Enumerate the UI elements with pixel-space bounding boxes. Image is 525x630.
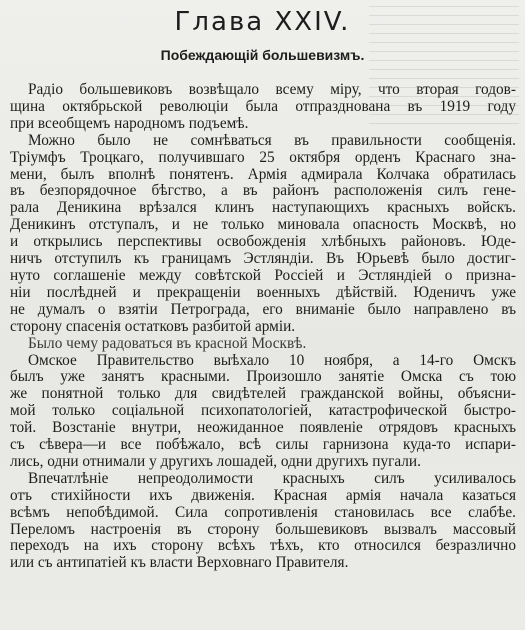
chapter-title: Глава XXIV.	[174, 7, 351, 37]
text-line: мени, былъ вполнѣ понятенъ. Армія адмирала Колчака обратилась	[10, 166, 516, 183]
text-line: рала Деникина врѣзался клинъ наступающихъ красныхъ войскъ.	[10, 200, 516, 217]
text-line: ничъ отступилъ къ границамъ Эстляндіи. Въ Юрьевѣ было достиг-	[10, 251, 516, 268]
paragraph	[10, 353, 516, 471]
text-line: Омское Правительство выѣхало 10 ноября, а 14-го Омскъ	[28, 352, 516, 369]
text-line: съ сѣвера—и все побѣжало, всѣ силы гарнизона куда-то испари-	[10, 437, 516, 454]
text-line: нуто соглашеніе между совѣтской Россіей и Эстляндіей о призна-	[10, 267, 516, 284]
text-line: Радіо большевиковъ возвѣщало всему міру, что вторая годов-	[28, 82, 516, 98]
text-line: переходъ на ихъ сторону всѣхъ тѣхъ, кто относился безразлично	[10, 538, 516, 555]
text-line: Деникинъ отступалъ, и не только миновала опасность Москвѣ, но	[10, 217, 516, 234]
text-line: отъ стихійности ихъ движенія. Красная армія начала казаться	[10, 487, 516, 504]
text-line: щина октябрьской революціи была отпразднована въ 1919 году	[10, 98, 516, 115]
paragraph	[10, 82, 516, 133]
text-line: былъ уже занятъ красными. Произошло занятіе Омска съ тою	[10, 369, 516, 386]
text-line: Переломъ настроенія въ сторону большевиковъ вызвалъ массовый	[10, 521, 516, 538]
text-line: лись, одни отнимали у другихъ лошадей, одни другихъ пугали.	[10, 453, 421, 470]
text-line: Впечатлѣніе непреодолимости красныхъ силъ усиливалось	[28, 470, 516, 487]
text-line: мой только соціальной психопатологіей, катастрофической быстро-	[10, 403, 516, 420]
text-line: при всеобщемъ народномъ подъемѣ.	[10, 115, 249, 132]
text-line: не думалъ о взятіи Петрограда, его вниманіе было направлено въ	[10, 301, 516, 318]
chapter-body	[10, 82, 516, 572]
text-line: Было чему радоваться въ красной Москвѣ.	[28, 335, 307, 352]
paragraph	[10, 471, 516, 572]
text-line: же понятной только для свидѣтелей гражданской войны, объясни-	[10, 386, 516, 403]
chapter-subtitle: Побеждающій большевизмъ.	[160, 47, 365, 63]
paragraph	[10, 336, 516, 353]
text-line: всѣмъ непобѣдимой. Сила сопротивленія становилась все слабѣе.	[10, 504, 516, 521]
text-line: въ безпорядочное бѣгство, а въ районъ расположенія силъ гене-	[10, 183, 516, 200]
text-line: сторону спасенія остатковъ разбитой арміи.	[10, 318, 296, 335]
text-line: ніи послѣдней и прекращеніи военныхъ дѣйствій. Юденичъ уже	[10, 284, 516, 301]
text-line: Можно было не сомнѣваться въ правильности сообщенія.	[28, 132, 516, 149]
text-line: или съ антипатіей къ власти Верховнаго Правителя.	[10, 555, 349, 572]
paragraph	[10, 133, 516, 336]
text-line: и открылись перспективы освобожденія хлѣбныхъ районовъ. Юде-	[10, 234, 516, 251]
text-line: той. Возстаніе внутри, неожиданное появленіе отрядовъ красныхъ	[10, 420, 516, 437]
text-line: Тріумфъ Троцкаго, получившаго 25 октября орденъ Краснаго зна-	[10, 149, 516, 166]
